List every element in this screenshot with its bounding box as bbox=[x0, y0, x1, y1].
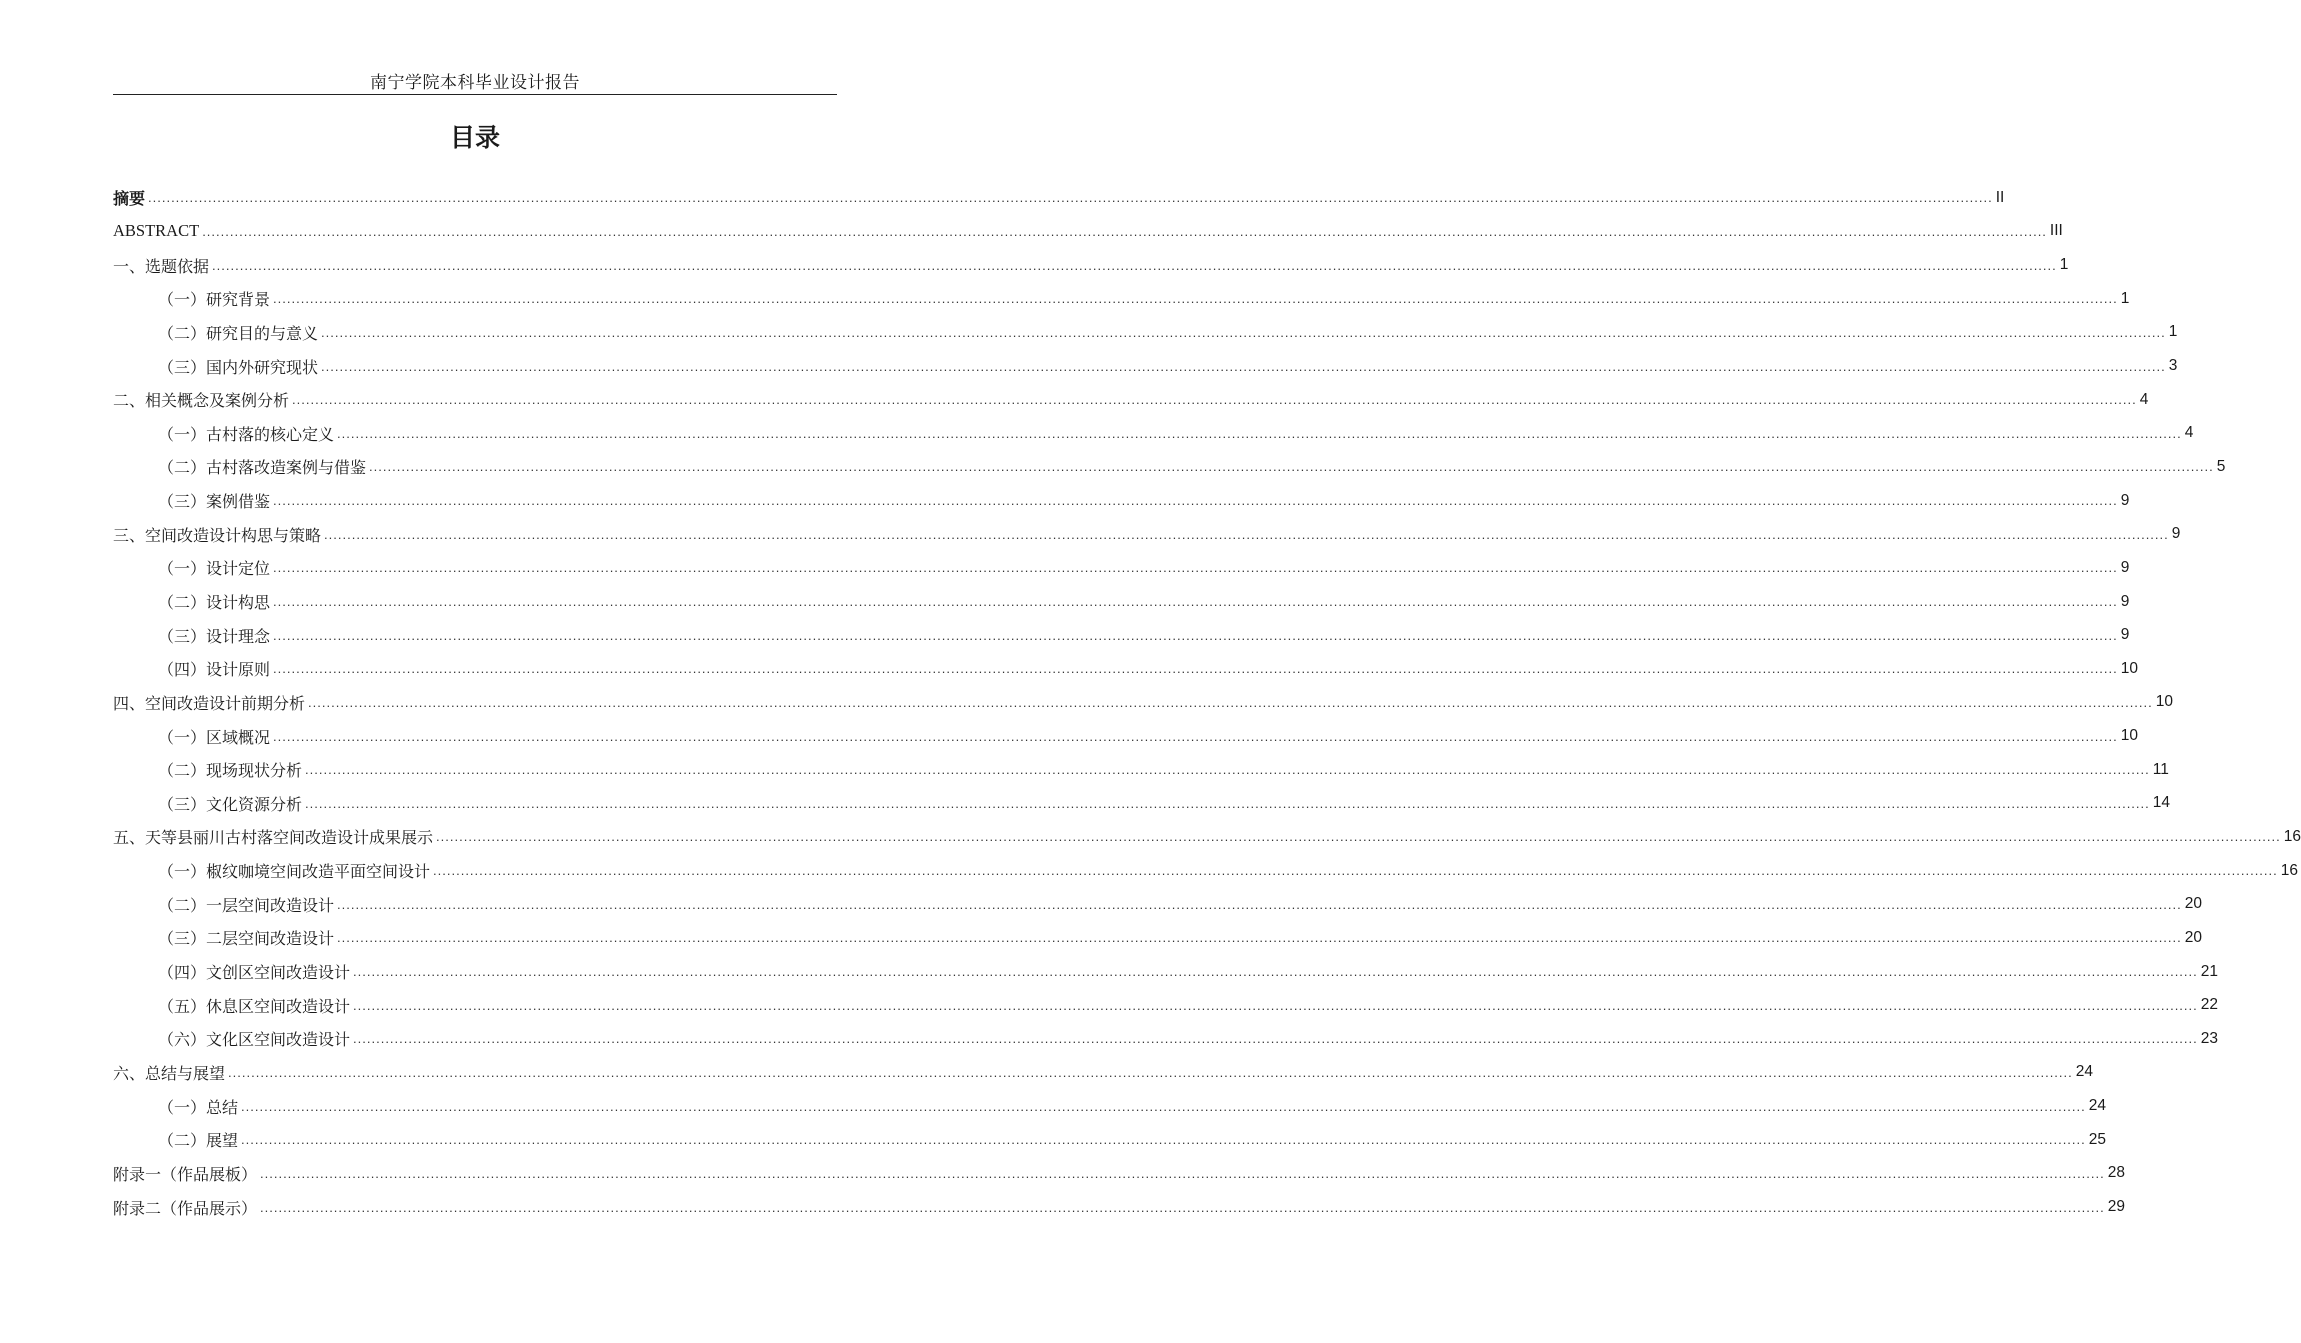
toc-entry-number: 一、 bbox=[113, 256, 146, 276]
dot-leader: ................................................................................................................................................................................................................................................................................................................................................................................................................ bbox=[273, 560, 2118, 576]
dot-leader: ................................................................................................................................................................................................................................................................................................................................................................................................................ bbox=[337, 930, 2182, 946]
dot-leader: ................................................................................................................................................................................................................................................................................................................................................................................................................ bbox=[324, 526, 2169, 542]
toc-entry-page-number: 10 bbox=[2155, 693, 2174, 711]
toc-entry[interactable] bbox=[113, 854, 2299, 888]
toc-entry[interactable] bbox=[113, 921, 2203, 955]
toc-entry-title: 设计理念 bbox=[206, 626, 271, 646]
toc-entry-number: （三） bbox=[158, 492, 207, 512]
toc-entry[interactable] bbox=[113, 887, 2203, 921]
toc-entry-title: ABSTRACT bbox=[113, 221, 200, 241]
toc-entry[interactable] bbox=[113, 383, 2149, 417]
dot-leader: ................................................................................................................................................................................................................................................................................................................................................................................................................ bbox=[353, 1031, 2198, 1047]
dot-leader: ................................................................................................................................................................................................................................................................................................................................................................................................................ bbox=[260, 1199, 2105, 1215]
toc-entry[interactable] bbox=[113, 753, 2169, 787]
toc-entry-number: （四） bbox=[158, 660, 207, 680]
toc-entry[interactable] bbox=[113, 181, 2005, 215]
dot-leader: ................................................................................................................................................................................................................................................................................................................................................................................................................ bbox=[273, 627, 2118, 643]
dot-leader: ................................................................................................................................................................................................................................................................................................................................................................................................................ bbox=[212, 257, 2057, 273]
toc-entry[interactable] bbox=[113, 215, 2063, 249]
toc-entry-page-number: 10 bbox=[2120, 659, 2139, 677]
dot-leader: ................................................................................................................................................................................................................................................................................................................................................................................................................ bbox=[202, 223, 2047, 239]
page-title: 目录 bbox=[449, 123, 500, 152]
toc-entry[interactable] bbox=[113, 988, 2219, 1022]
toc-entry-number: 二、 bbox=[113, 391, 146, 411]
toc-entry-page-number: 20 bbox=[2184, 928, 2203, 946]
dot-leader: ................................................................................................................................................................................................................................................................................................................................................................................................................ bbox=[305, 795, 2150, 811]
table-of-contents bbox=[113, 181, 2301, 1224]
toc-entry-page-number: 22 bbox=[2200, 996, 2219, 1014]
toc-entry-number: （一） bbox=[158, 424, 207, 444]
dot-leader: ................................................................................................................................................................................................................................................................................................................................................................................................................ bbox=[321, 324, 2166, 340]
toc-entry[interactable] bbox=[113, 484, 2130, 518]
toc-entry-page-number: 25 bbox=[2088, 1130, 2107, 1148]
toc-entry-title: 设计构思 bbox=[206, 593, 271, 612]
dot-leader: ................................................................................................................................................................................................................................................................................................................................................................................................................ bbox=[273, 594, 2118, 609]
toc-entry-number: （二） bbox=[158, 1131, 207, 1151]
toc-entry[interactable] bbox=[113, 1056, 2094, 1090]
toc-entry[interactable] bbox=[113, 450, 2226, 484]
toc-entry-page-number: 4 bbox=[2139, 390, 2149, 408]
toc-entry-title: 一层空间改造设计 bbox=[206, 895, 335, 915]
dot-leader: ................................................................................................................................................................................................................................................................................................................................................................................................................ bbox=[292, 392, 2137, 408]
toc-entry[interactable] bbox=[113, 349, 2178, 383]
dot-leader: ................................................................................................................................................................................................................................................................................................................................................................................................................ bbox=[433, 863, 2278, 879]
toc-entry[interactable] bbox=[113, 517, 2181, 551]
toc-entry-number: （一） bbox=[158, 862, 207, 882]
toc-entry-title: 现场现状分析 bbox=[206, 761, 303, 781]
toc-entry[interactable] bbox=[113, 1022, 2219, 1056]
toc-entry-page-number: 16 bbox=[2283, 827, 2301, 845]
toc-entry-number: （一） bbox=[158, 727, 207, 747]
toc-entry-number: （三） bbox=[158, 794, 207, 814]
toc-entry-number: 五、 bbox=[113, 828, 146, 848]
toc-entry[interactable] bbox=[113, 1089, 2107, 1123]
toc-entry-page-number: 11 bbox=[2152, 760, 2169, 778]
toc-entry[interactable] bbox=[113, 719, 2139, 753]
toc-entry-number: 三、 bbox=[113, 525, 146, 545]
toc-entry-page-number: 9 bbox=[2120, 491, 2130, 509]
toc-entry-number: （二） bbox=[158, 761, 207, 781]
toc-entry-number: （二） bbox=[158, 593, 207, 612]
toc-entry-number: （二） bbox=[158, 458, 207, 478]
toc-entry-number: （三） bbox=[158, 357, 207, 377]
dot-leader: ................................................................................................................................................................................................................................................................................................................................................................................................................ bbox=[353, 997, 2198, 1013]
toc-entry-number: （二） bbox=[158, 895, 207, 915]
toc-entry-title: 研究背景 bbox=[206, 290, 271, 310]
toc-entry-title: 附录一（作品展板） bbox=[113, 1164, 258, 1184]
toc-entry[interactable] bbox=[113, 686, 2174, 720]
toc-entry-page-number: 5 bbox=[2216, 457, 2226, 475]
toc-entry[interactable] bbox=[113, 282, 2130, 316]
toc-entry-page-number: 1 bbox=[2059, 256, 2069, 274]
dot-leader: ................................................................................................................................................................................................................................................................................................................................................................................................................ bbox=[305, 762, 2150, 778]
toc-entry-page-number: III bbox=[2049, 222, 2063, 240]
dot-leader: ................................................................................................................................................................................................................................................................................................................................................................................................................ bbox=[260, 1165, 2105, 1181]
toc-entry-title: 文创区空间改造设计 bbox=[206, 963, 351, 983]
toc-entry-page-number: 1 bbox=[2120, 289, 2130, 307]
toc-entry-title: 附录二（作品展示） bbox=[113, 1198, 258, 1218]
toc-entry-page-number: 9 bbox=[2120, 592, 2130, 610]
toc-entry-title: 案例借鉴 bbox=[206, 492, 271, 512]
toc-entry-number: （一） bbox=[158, 1097, 207, 1117]
toc-entry-title: 空间改造设计构思与策略 bbox=[145, 525, 322, 545]
toc-entry-number: 六、 bbox=[113, 1063, 146, 1083]
toc-entry[interactable] bbox=[113, 551, 2130, 585]
toc-entry-title: 选题依据 bbox=[145, 256, 210, 276]
toc-entry-title: 天等县丽川古村落空间改造设计成果展示 bbox=[145, 828, 434, 848]
toc-entry-page-number: II bbox=[1995, 188, 2005, 206]
toc-entry-page-number: 9 bbox=[2120, 558, 2130, 576]
dot-leader: ................................................................................................................................................................................................................................................................................................................................................................................................................ bbox=[308, 694, 2153, 710]
dot-leader: ................................................................................................................................................................................................................................................................................................................................................................................................................ bbox=[241, 1098, 2086, 1114]
dot-leader: ................................................................................................................................................................................................................................................................................................................................................................................................................ bbox=[273, 728, 2118, 744]
toc-entry-title: 椒纹咖境空间改造平面空间设计 bbox=[206, 862, 431, 882]
toc-entry-page-number: 23 bbox=[2200, 1029, 2219, 1047]
toc-entry-page-number: 9 bbox=[2120, 626, 2130, 644]
toc-entry-title: 研究目的与意义 bbox=[206, 323, 319, 343]
dot-leader: ................................................................................................................................................................................................................................................................................................................................................................................................................ bbox=[273, 291, 2118, 307]
toc-entry[interactable] bbox=[113, 248, 2069, 282]
toc-entry-page-number: 28 bbox=[2107, 1164, 2125, 1182]
header-rule bbox=[113, 94, 837, 95]
toc-entry-number: （一） bbox=[158, 290, 207, 310]
toc-entry[interactable] bbox=[113, 1157, 2125, 1191]
toc-entry-number: （一） bbox=[158, 559, 207, 579]
running-header: 南宁学院本科毕业设计报告 bbox=[370, 73, 580, 93]
dot-leader: ................................................................................................................................................................................................................................................................................................................................................................................................................ bbox=[148, 190, 1993, 206]
dot-leader: ................................................................................................................................................................................................................................................................................................................................................................................................................ bbox=[321, 358, 2166, 374]
toc-entry-page-number: 24 bbox=[2088, 1097, 2107, 1115]
toc-entry-number: （四） bbox=[158, 963, 207, 983]
toc-entry-page-number: 9 bbox=[2171, 525, 2181, 543]
toc-entry-number: （六） bbox=[158, 1030, 207, 1050]
dot-leader: ................................................................................................................................................................................................................................................................................................................................................................................................................ bbox=[436, 829, 2281, 845]
dot-leader: ................................................................................................................................................................................................................................................................................................................................................................................................................ bbox=[353, 964, 2198, 980]
toc-entry-page-number: 29 bbox=[2107, 1198, 2125, 1216]
toc-entry-title: 展望 bbox=[206, 1131, 239, 1151]
dot-leader: ................................................................................................................................................................................................................................................................................................................................................................................................................ bbox=[337, 896, 2182, 912]
toc-entry-page-number: 1 bbox=[2168, 323, 2178, 341]
toc-entry[interactable] bbox=[113, 1190, 2125, 1224]
dot-leader: ................................................................................................................................................................................................................................................................................................................................................................................................................ bbox=[273, 661, 2118, 677]
toc-entry-number: （三） bbox=[158, 626, 207, 646]
toc-entry-title: 区域概况 bbox=[206, 727, 271, 747]
toc-entry-title: 文化资源分析 bbox=[206, 794, 303, 814]
toc-entry[interactable] bbox=[113, 316, 2178, 350]
dot-leader: ................................................................................................................................................................................................................................................................................................................................................................................................................ bbox=[337, 425, 2182, 441]
toc-entry[interactable] bbox=[113, 585, 2130, 619]
toc-entry-title: 国内外研究现状 bbox=[206, 357, 319, 377]
toc-entry[interactable] bbox=[113, 618, 2130, 652]
toc-entry-page-number: 20 bbox=[2184, 895, 2203, 913]
toc-entry-title: 相关概念及案例分析 bbox=[145, 391, 290, 411]
toc-entry-page-number: 21 bbox=[2200, 962, 2219, 980]
toc-entry-page-number: 24 bbox=[2075, 1063, 2094, 1081]
toc-entry-page-number: 14 bbox=[2152, 794, 2171, 812]
toc-entry-title: 设计原则 bbox=[206, 660, 271, 680]
toc-entry[interactable] bbox=[113, 955, 2219, 989]
toc-entry-number: （三） bbox=[158, 929, 207, 949]
dot-leader: ................................................................................................................................................................................................................................................................................................................................................................................................................ bbox=[228, 1064, 2073, 1080]
toc-entry-title: 摘要 bbox=[113, 189, 146, 209]
toc-entry-number: 四、 bbox=[113, 693, 146, 713]
toc-entry-number: （二） bbox=[158, 323, 207, 343]
toc-entry-title: 古村落的核心定义 bbox=[206, 424, 335, 444]
toc-entry-title: 设计定位 bbox=[206, 559, 271, 579]
toc-entry[interactable] bbox=[113, 787, 2171, 821]
dot-leader: ................................................................................................................................................................................................................................................................................................................................................................................................................ bbox=[369, 459, 2214, 475]
toc-entry-title: 空间改造设计前期分析 bbox=[145, 693, 306, 713]
toc-entry-title: 古村落改造案例与借鉴 bbox=[206, 458, 367, 478]
toc-entry-page-number: 3 bbox=[2168, 357, 2178, 375]
toc-entry[interactable] bbox=[113, 1123, 2107, 1157]
toc-entry-title: 休息区空间改造设计 bbox=[206, 996, 351, 1016]
dot-leader: ................................................................................................................................................................................................................................................................................................................................................................................................................ bbox=[241, 1132, 2086, 1148]
toc-entry[interactable] bbox=[113, 820, 2301, 854]
dot-leader: ................................................................................................................................................................................................................................................................................................................................................................................................................ bbox=[273, 493, 2118, 509]
toc-entry-title: 二层空间改造设计 bbox=[206, 929, 335, 949]
toc-entry-title: 文化区空间改造设计 bbox=[206, 1030, 351, 1050]
toc-entry[interactable] bbox=[113, 416, 2194, 450]
toc-entry-page-number: 10 bbox=[2120, 727, 2139, 745]
toc-entry-page-number: 4 bbox=[2184, 424, 2194, 442]
toc-entry-page-number: 16 bbox=[2280, 861, 2299, 879]
toc-entry-title: 总结 bbox=[206, 1097, 239, 1117]
toc-entry[interactable] bbox=[113, 652, 2139, 686]
toc-entry-title: 总结与展望 bbox=[145, 1063, 226, 1083]
toc-entry-number: （五） bbox=[158, 996, 207, 1016]
